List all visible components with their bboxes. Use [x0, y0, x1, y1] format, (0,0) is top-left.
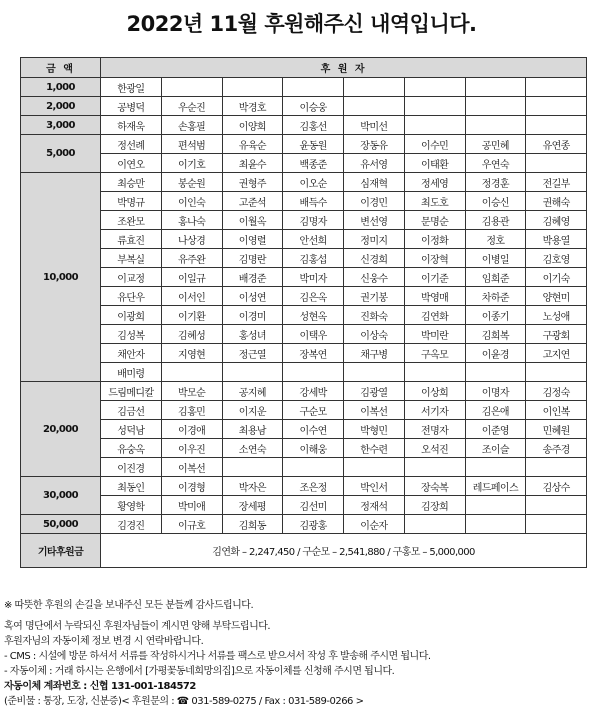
donor-name-cell: 이우진 — [161, 439, 222, 458]
donor-name-cell: 서기자 — [404, 401, 465, 420]
donor-name-cell: 이태환 — [404, 154, 465, 173]
donor-name-cell: 이기숙 — [526, 268, 587, 287]
donor-name-cell: 류효진 — [101, 230, 162, 249]
table-row — [21, 249, 587, 268]
table-row — [21, 211, 587, 230]
table-row — [21, 135, 587, 154]
donor-name-cell: 성덕남 — [101, 420, 162, 439]
donor-name-cell: 홍성녀 — [222, 325, 283, 344]
donor-name-cell — [526, 154, 587, 173]
donor-name-cell — [526, 116, 587, 135]
donor-name-cell — [404, 515, 465, 534]
donor-name-cell: 김희동 — [222, 515, 283, 534]
donor-name-cell — [526, 363, 587, 382]
donor-name-cell: 정재석 — [344, 496, 405, 515]
donor-name-cell: 고준석 — [222, 192, 283, 211]
donor-name-cell — [161, 78, 222, 97]
donor-name-cell: 장동유 — [344, 135, 405, 154]
donor-name-cell: 이진경 — [101, 458, 162, 477]
donor-name-cell — [465, 97, 526, 116]
donor-name-cell — [465, 78, 526, 97]
donor-name-cell: 윤동원 — [283, 135, 344, 154]
donor-name-cell: 최윤수 — [222, 154, 283, 173]
donor-name-cell: 박미애 — [161, 496, 222, 515]
donor-name-cell: 유육순 — [222, 135, 283, 154]
donor-name-cell: 심재혁 — [344, 173, 405, 192]
donor-name-cell: 이해웅 — [283, 439, 344, 458]
donor-name-cell: 유단우 — [101, 287, 162, 306]
donor-name-cell: 한광일 — [101, 78, 162, 97]
table-row — [21, 325, 587, 344]
amount-cell: 20,000 — [21, 382, 101, 477]
donor-name-cell: 공지혜 — [222, 382, 283, 401]
donor-name-cell: 김선미 — [283, 496, 344, 515]
donor-name-cell: 채구병 — [344, 344, 405, 363]
donor-name-cell: 백종준 — [283, 154, 344, 173]
table-row — [21, 154, 587, 173]
donor-name-cell: 배경준 — [222, 268, 283, 287]
etc-donation-text: 김연화 – 2,247,450 / 구순모 – 2,541,880 / 구홍모 – 5,000,000 — [101, 534, 587, 568]
donor-name-cell: 이기환 — [161, 306, 222, 325]
donor-name-cell: 이경형 — [161, 477, 222, 496]
donor-name-cell: 이경민 — [344, 192, 405, 211]
donor-name-cell: 양현미 — [526, 287, 587, 306]
donor-name-cell: 우순진 — [161, 97, 222, 116]
donor-name-cell: 신경희 — [344, 249, 405, 268]
donor-name-cell: 이규호 — [161, 515, 222, 534]
bank-transfer-note: - 자동이체 : 거래 하시는 은행에서 [가평꽃동네희망의집]으로 자동이체를 신청해 주시면 됩니다. — [4, 666, 395, 677]
donor-name-cell: 조은정 — [283, 477, 344, 496]
account-number: 자동이체 계좌번호 : 신협 131-001-184572 — [4, 681, 196, 692]
donor-name-cell: 유연종 — [526, 135, 587, 154]
amount-cell: 2,000 — [21, 97, 101, 116]
amount-cell: 30,000 — [21, 477, 101, 515]
donor-name-cell: 이순자 — [344, 515, 405, 534]
donor-name-cell: 김장희 — [404, 496, 465, 515]
table-row — [21, 363, 587, 382]
donor-name-cell: 김홍선 — [283, 116, 344, 135]
donor-name-cell: 전명자 — [404, 420, 465, 439]
table-row — [21, 78, 587, 97]
table-row — [21, 268, 587, 287]
donor-name-cell: 김광홍 — [283, 515, 344, 534]
table-row — [21, 401, 587, 420]
table-row — [21, 477, 587, 496]
donor-name-cell: 권기봉 — [344, 287, 405, 306]
donor-name-cell: 이준영 — [465, 420, 526, 439]
donor-name-cell: 김성복 — [101, 325, 162, 344]
donor-name-cell: 고지연 — [526, 344, 587, 363]
donor-table-body — [21, 78, 587, 534]
donor-name-cell — [526, 78, 587, 97]
donor-name-cell: 이성연 — [222, 287, 283, 306]
donor-name-cell: 최승만 — [101, 173, 162, 192]
table-row — [21, 230, 587, 249]
donor-name-cell: 박모순 — [161, 382, 222, 401]
donor-name-cell: 이인숙 — [161, 192, 222, 211]
page-title: 2022년 11월 후원해주신 내역입니다. — [126, 12, 477, 36]
donor-name-cell: 이기호 — [161, 154, 222, 173]
donor-name-cell: 최도호 — [404, 192, 465, 211]
donor-name-cell: 전길부 — [526, 173, 587, 192]
donor-name-cell: 채안자 — [101, 344, 162, 363]
donor-name-cell — [526, 458, 587, 477]
donor-name-cell: 권해숙 — [526, 192, 587, 211]
etc-donation-row — [21, 534, 587, 568]
donor-name-cell — [161, 363, 222, 382]
donor-name-cell: 이경애 — [161, 420, 222, 439]
donor-name-cell: 이영렬 — [222, 230, 283, 249]
donor-name-cell — [222, 458, 283, 477]
donor-name-cell: 이명자 — [465, 382, 526, 401]
donor-name-cell: 우연숙 — [465, 154, 526, 173]
donor-name-cell — [404, 363, 465, 382]
donor-name-cell: 이서인 — [161, 287, 222, 306]
donor-name-cell: 박경호 — [222, 97, 283, 116]
donor-name-cell — [404, 458, 465, 477]
donor-name-cell: 정미지 — [344, 230, 405, 249]
donor-name-cell: 정세영 — [404, 173, 465, 192]
donor-name-cell: 편석범 — [161, 135, 222, 154]
donor-name-cell: 이택우 — [283, 325, 344, 344]
table-row — [21, 116, 587, 135]
donor-name-cell — [465, 515, 526, 534]
donor-name-cell: 임희준 — [465, 268, 526, 287]
table-row — [21, 439, 587, 458]
amount-cell: 3,000 — [21, 116, 101, 135]
donor-name-cell: 박미자 — [283, 268, 344, 287]
donor-name-cell: 이기준 — [404, 268, 465, 287]
donor-name-cell: 구광회 — [526, 325, 587, 344]
thanks-note: ※ 따뜻한 후원의 손길을 보내주신 모든 분들께 감사드립니다. — [4, 600, 254, 611]
donor-name-cell: 김혜영 — [526, 211, 587, 230]
donor-name-cell: 이복선 — [344, 401, 405, 420]
donor-name-cell: 나상경 — [161, 230, 222, 249]
donor-name-cell: 김희복 — [465, 325, 526, 344]
donor-name-cell: 민혜원 — [526, 420, 587, 439]
donor-name-cell: 공병덕 — [101, 97, 162, 116]
donor-name-cell: 배미령 — [101, 363, 162, 382]
donor-name-cell: 김호영 — [526, 249, 587, 268]
donor-name-cell — [526, 515, 587, 534]
donor-name-cell: 이상숙 — [344, 325, 405, 344]
donor-name-cell: 정근열 — [222, 344, 283, 363]
donor-name-cell: 신웅수 — [344, 268, 405, 287]
donor-name-cell: 이상희 — [404, 382, 465, 401]
donor-name-cell: 이장혁 — [404, 249, 465, 268]
table-row — [21, 97, 587, 116]
donor-name-cell — [465, 116, 526, 135]
amount-cell: 1,000 — [21, 78, 101, 97]
donor-name-cell: 이교정 — [101, 268, 162, 287]
donor-name-cell: 장숙복 — [404, 477, 465, 496]
donor-name-cell: 성현옥 — [283, 306, 344, 325]
donor-name-cell: 김경진 — [101, 515, 162, 534]
donor-name-cell: 박자은 — [222, 477, 283, 496]
donor-name-cell: 박인서 — [344, 477, 405, 496]
donor-name-cell: 정선례 — [101, 135, 162, 154]
donor-name-cell: 노성애 — [526, 306, 587, 325]
donor-name-cell — [283, 458, 344, 477]
donor-name-cell: 이오순 — [283, 173, 344, 192]
donor-name-cell: 이수연 — [283, 420, 344, 439]
donor-name-cell: 김연화 — [404, 306, 465, 325]
table-row — [21, 515, 587, 534]
donor-name-cell: 이경미 — [222, 306, 283, 325]
donor-name-cell: 부복실 — [101, 249, 162, 268]
donor-name-cell — [526, 97, 587, 116]
etc-donation-label: 기타후원금 — [21, 534, 101, 568]
donor-name-cell — [344, 363, 405, 382]
donor-name-cell — [344, 97, 405, 116]
donor-name-cell: 드림메디칼 — [101, 382, 162, 401]
amount-header: 금 액 — [21, 58, 101, 78]
donor-name-cell: 변선영 — [344, 211, 405, 230]
donor-name-cell: 이양희 — [222, 116, 283, 135]
donor-name-cell: 이인복 — [526, 401, 587, 420]
donor-name-cell: 권형주 — [222, 173, 283, 192]
donor-name-cell: 김은애 — [465, 401, 526, 420]
donor-name-cell: 유주완 — [161, 249, 222, 268]
donor-name-cell: 장세평 — [222, 496, 283, 515]
amount-cell: 5,000 — [21, 135, 101, 173]
donor-name-cell: 이종기 — [465, 306, 526, 325]
donor-name-cell: 김홍민 — [161, 401, 222, 420]
donor-name-cell: 한수련 — [344, 439, 405, 458]
donor-name-cell: 김은옥 — [283, 287, 344, 306]
donor-name-cell — [344, 78, 405, 97]
donor-name-cell — [465, 496, 526, 515]
donor-name-cell: 조이슬 — [465, 439, 526, 458]
donor-name-cell — [222, 363, 283, 382]
donor-name-cell: 유서영 — [344, 154, 405, 173]
donor-name-cell: 이연오 — [101, 154, 162, 173]
donor-name-cell: 김정숙 — [526, 382, 587, 401]
donor-name-cell: 박미란 — [404, 325, 465, 344]
table-row — [21, 496, 587, 515]
donor-name-cell: 이윤경 — [465, 344, 526, 363]
donor-name-cell: 김명란 — [222, 249, 283, 268]
donor-name-cell: 구옥모 — [404, 344, 465, 363]
donor-name-cell: 김금선 — [101, 401, 162, 420]
donor-name-cell: 이승웅 — [283, 97, 344, 116]
donor-name-cell: 오석진 — [404, 439, 465, 458]
donor-name-cell: 배득수 — [283, 192, 344, 211]
donor-name-cell: 정호 — [465, 230, 526, 249]
donor-name-cell: 박용열 — [526, 230, 587, 249]
donor-name-cell: 박미선 — [344, 116, 405, 135]
donor-name-cell — [344, 458, 405, 477]
donor-name-cell: 김혜성 — [161, 325, 222, 344]
donor-name-cell — [404, 97, 465, 116]
donor-name-cell: 홍나숙 — [161, 211, 222, 230]
donor-table — [20, 57, 587, 568]
donor-name-cell: 진화숙 — [344, 306, 405, 325]
donor-name-cell: 김홍섭 — [283, 249, 344, 268]
donor-name-cell — [526, 496, 587, 515]
donor-name-cell: 이일규 — [161, 268, 222, 287]
donor-name-cell: 강세박 — [283, 382, 344, 401]
table-row — [21, 192, 587, 211]
table-row — [21, 458, 587, 477]
donor-name-cell: 이병일 — [465, 249, 526, 268]
donor-name-cell: 김명자 — [283, 211, 344, 230]
amount-cell: 50,000 — [21, 515, 101, 534]
donor-name-cell: 이수민 — [404, 135, 465, 154]
donor-name-cell: 지영현 — [161, 344, 222, 363]
donor-name-cell: 공민혜 — [465, 135, 526, 154]
donor-name-cell: 박영매 — [404, 287, 465, 306]
donors-header: 후 원 자 — [101, 58, 587, 78]
donor-name-cell: 구순모 — [283, 401, 344, 420]
donor-name-cell: 조완모 — [101, 211, 162, 230]
donor-name-cell: 손홍필 — [161, 116, 222, 135]
donor-name-cell — [404, 78, 465, 97]
donor-name-cell: 봉순원 — [161, 173, 222, 192]
auto-transfer-note: 후원자님의 자동이체 정보 변경 시 연락바랍니다. — [4, 636, 204, 647]
donor-name-cell: 하재욱 — [101, 116, 162, 135]
donor-name-cell: 이지운 — [222, 401, 283, 420]
donor-name-cell — [465, 363, 526, 382]
donor-name-cell: 문명순 — [404, 211, 465, 230]
donor-name-cell: 박명규 — [101, 192, 162, 211]
donor-name-cell: 장복연 — [283, 344, 344, 363]
donor-name-cell: 이복선 — [161, 458, 222, 477]
donor-name-cell: 이정화 — [404, 230, 465, 249]
donor-name-cell: 최용남 — [222, 420, 283, 439]
table-row — [21, 382, 587, 401]
donor-name-cell: 유숭옥 — [101, 439, 162, 458]
donor-name-cell: 박형민 — [344, 420, 405, 439]
donor-name-cell: 송주경 — [526, 439, 587, 458]
donor-name-cell: 김광열 — [344, 382, 405, 401]
donor-name-cell: 김상수 — [526, 477, 587, 496]
donor-name-cell: 정경훈 — [465, 173, 526, 192]
notes-section — [4, 598, 600, 709]
table-header-row — [21, 58, 587, 78]
donor-name-cell — [283, 363, 344, 382]
donor-name-cell — [465, 458, 526, 477]
donor-name-cell: 차하준 — [465, 287, 526, 306]
donor-name-cell: 이광희 — [101, 306, 162, 325]
donor-name-cell — [222, 78, 283, 97]
omission-note: 혹여 명단에서 누락되신 후원자님들이 계시면 양해 부탁드립니다. — [4, 621, 271, 632]
table-row — [21, 344, 587, 363]
table-row — [21, 173, 587, 192]
donor-name-cell — [404, 116, 465, 135]
table-row — [21, 420, 587, 439]
table-row — [21, 306, 587, 325]
donor-name-cell: 소연숙 — [222, 439, 283, 458]
amount-cell: 10,000 — [21, 173, 101, 382]
cms-note: - CMS : 시설에 방문 하셔서 서류를 작성하시거나 서류를 팩스로 받으셔서 작성 후 발송해 주시면 됩니다. — [4, 651, 431, 662]
donor-name-cell: 이승신 — [465, 192, 526, 211]
contact-info: (준비물 : 통장, 도장, 신분증)< 후원문의 : ☎ 031-589-0275 / Fax : 031-589-0266 > — [4, 696, 364, 707]
donor-name-cell: 안선희 — [283, 230, 344, 249]
donor-name-cell — [283, 78, 344, 97]
donor-name-cell: 김용관 — [465, 211, 526, 230]
donor-name-cell: 최동인 — [101, 477, 162, 496]
table-row — [21, 287, 587, 306]
donor-name-cell: 황영학 — [101, 496, 162, 515]
donor-name-cell: 이월옥 — [222, 211, 283, 230]
donor-name-cell: 레드페이스 — [465, 477, 526, 496]
